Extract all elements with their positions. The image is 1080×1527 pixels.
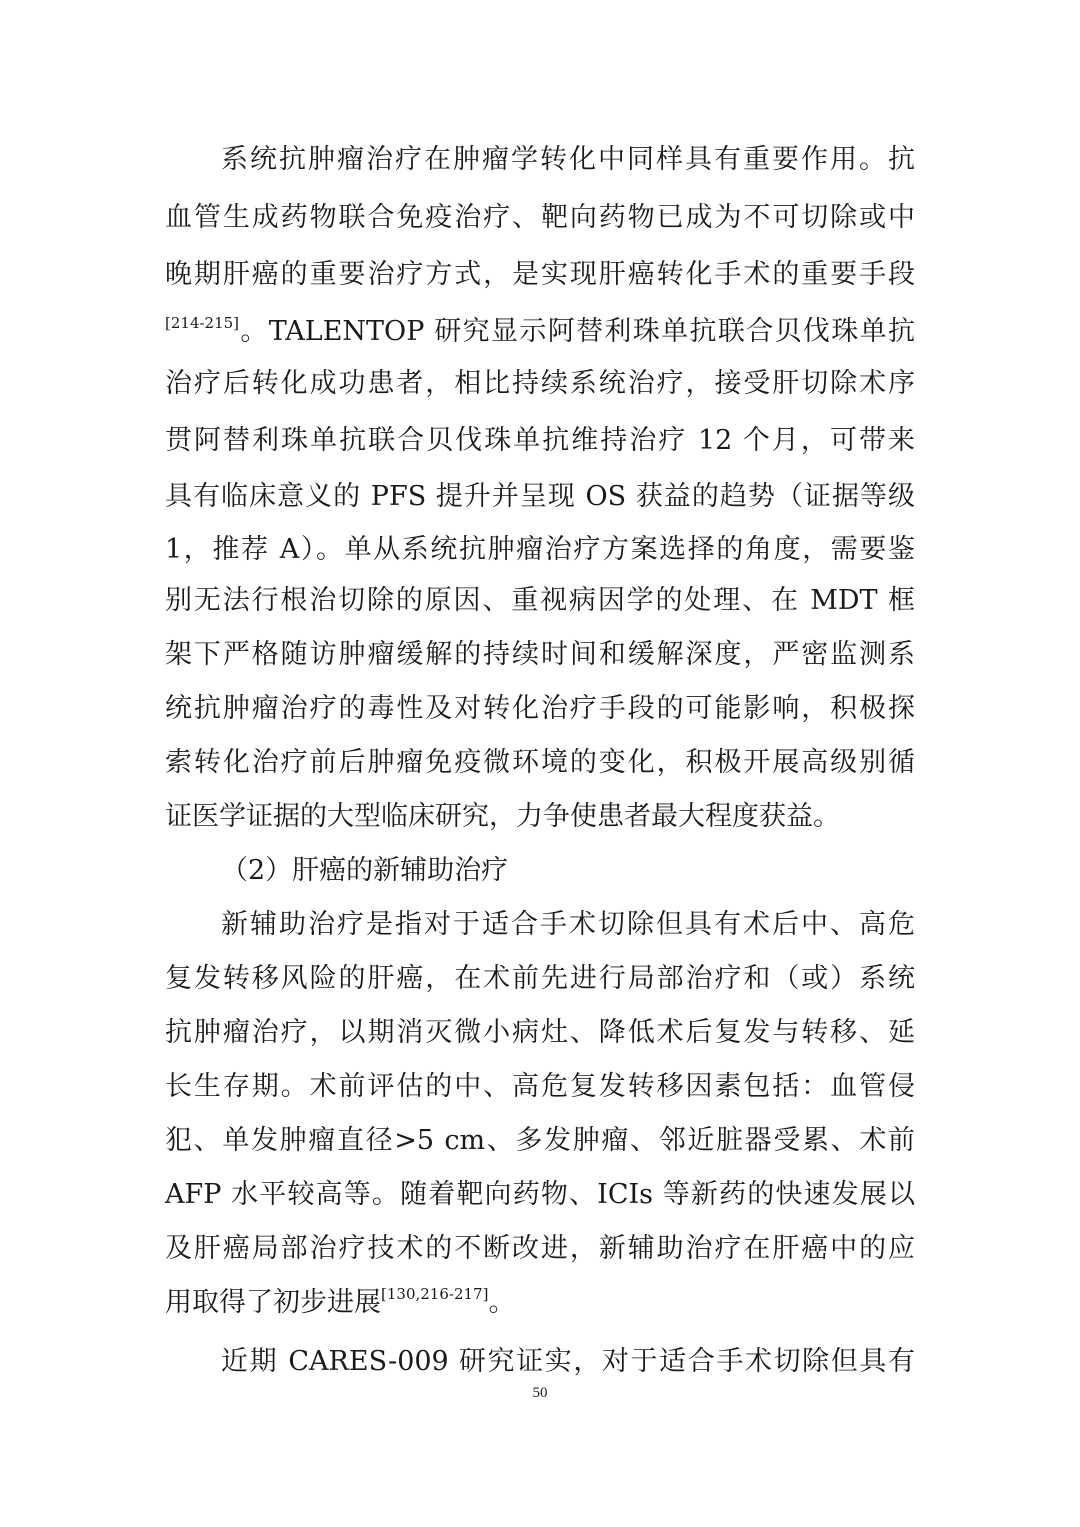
paragraph-line: 复发转移风险的肝癌，在术前先进行局部治疗和（或）系统 — [165, 963, 915, 994]
paragraph-line: 治疗后转化成功患者，相比持续系统治疗，接受肝切除术序 — [165, 368, 915, 399]
paragraph-line: 晚期肝癌的重要治疗方式，是实现肝癌转化手术的重要手段 — [165, 259, 915, 290]
line-text: 。TALENTOP 研究显示阿替利珠单抗联合贝伐珠单抗 — [239, 316, 915, 347]
paragraph-line: 血管生成药物联合免疫治疗、靶向药物已成为不可切除或中 — [165, 202, 915, 233]
paragraph-line: 系统抗肿瘤治疗在肿瘤学转化中同样具有重要作用。抗 — [221, 144, 915, 175]
section-heading: （2）肝癌的新辅助治疗 — [221, 855, 509, 886]
paragraph-line: 及肝癌局部治疗技术的不断改进，新辅助治疗在肝癌中的应 — [165, 1233, 915, 1264]
paragraph-line: 犯、单发肿瘤直径>5 cm、多发肿瘤、邻近脏器受累、术前 — [165, 1125, 915, 1156]
paragraph-line: 统抗肿瘤治疗的毒性及对转化治疗手段的可能影响，积极探 — [165, 693, 915, 724]
paragraph-line: 近期 CARES-009 研究证实，对于适合手术切除但具有 — [221, 1346, 915, 1377]
paragraph-line: 架下严格随访肿瘤缓解的持续时间和缓解深度，严密监测系 — [165, 639, 915, 670]
paragraph-line: 抗肿瘤治疗，以期消灭微小病灶、降低术后复发与转移、延 — [165, 1017, 915, 1048]
line-tail: 。 — [488, 1287, 516, 1318]
citation-ref: [130,216-217] — [381, 1285, 489, 1303]
paragraph-line: 新辅助治疗是指对于适合手术切除但具有术后中、高危 — [221, 909, 915, 940]
paragraph-line: 贯阿替利珠单抗联合贝伐珠单抗维持治疗 12 个月，可带来 — [165, 425, 915, 456]
paragraph-line: 具有临床意义的 PFS 提升并呈现 OS 获益的趋势（证据等级 — [165, 481, 915, 512]
paragraph-line — [165, 1286, 915, 1320]
line-text: 用取得了初步进展 — [165, 1287, 381, 1318]
paragraph-line: 索转化治疗前后肿瘤免疫微环境的变化，积极开展高级别循 — [165, 747, 915, 778]
paragraph-line — [165, 315, 915, 349]
page-number: 50 — [532, 1385, 548, 1401]
paragraph-line: AFP 水平较高等。随着靶向药物、ICIs 等新药的快速发展以 — [165, 1179, 915, 1210]
paragraph-line: 别无法行根治切除的原因、重视病因学的处理、在 MDT 框 — [165, 585, 915, 616]
citation-ref: [214-215] — [165, 314, 240, 332]
paragraph-line: 证医学证据的大型临床研究，力争使患者最大程度获益。 — [165, 801, 840, 832]
paragraph-line: 1，推荐 A）。单从系统抗肿瘤治疗方案选择的角度，需要鉴 — [165, 534, 915, 565]
paragraph-line: 长生存期。术前评估的中、高危复发转移因素包括：血管侵 — [165, 1071, 915, 1102]
